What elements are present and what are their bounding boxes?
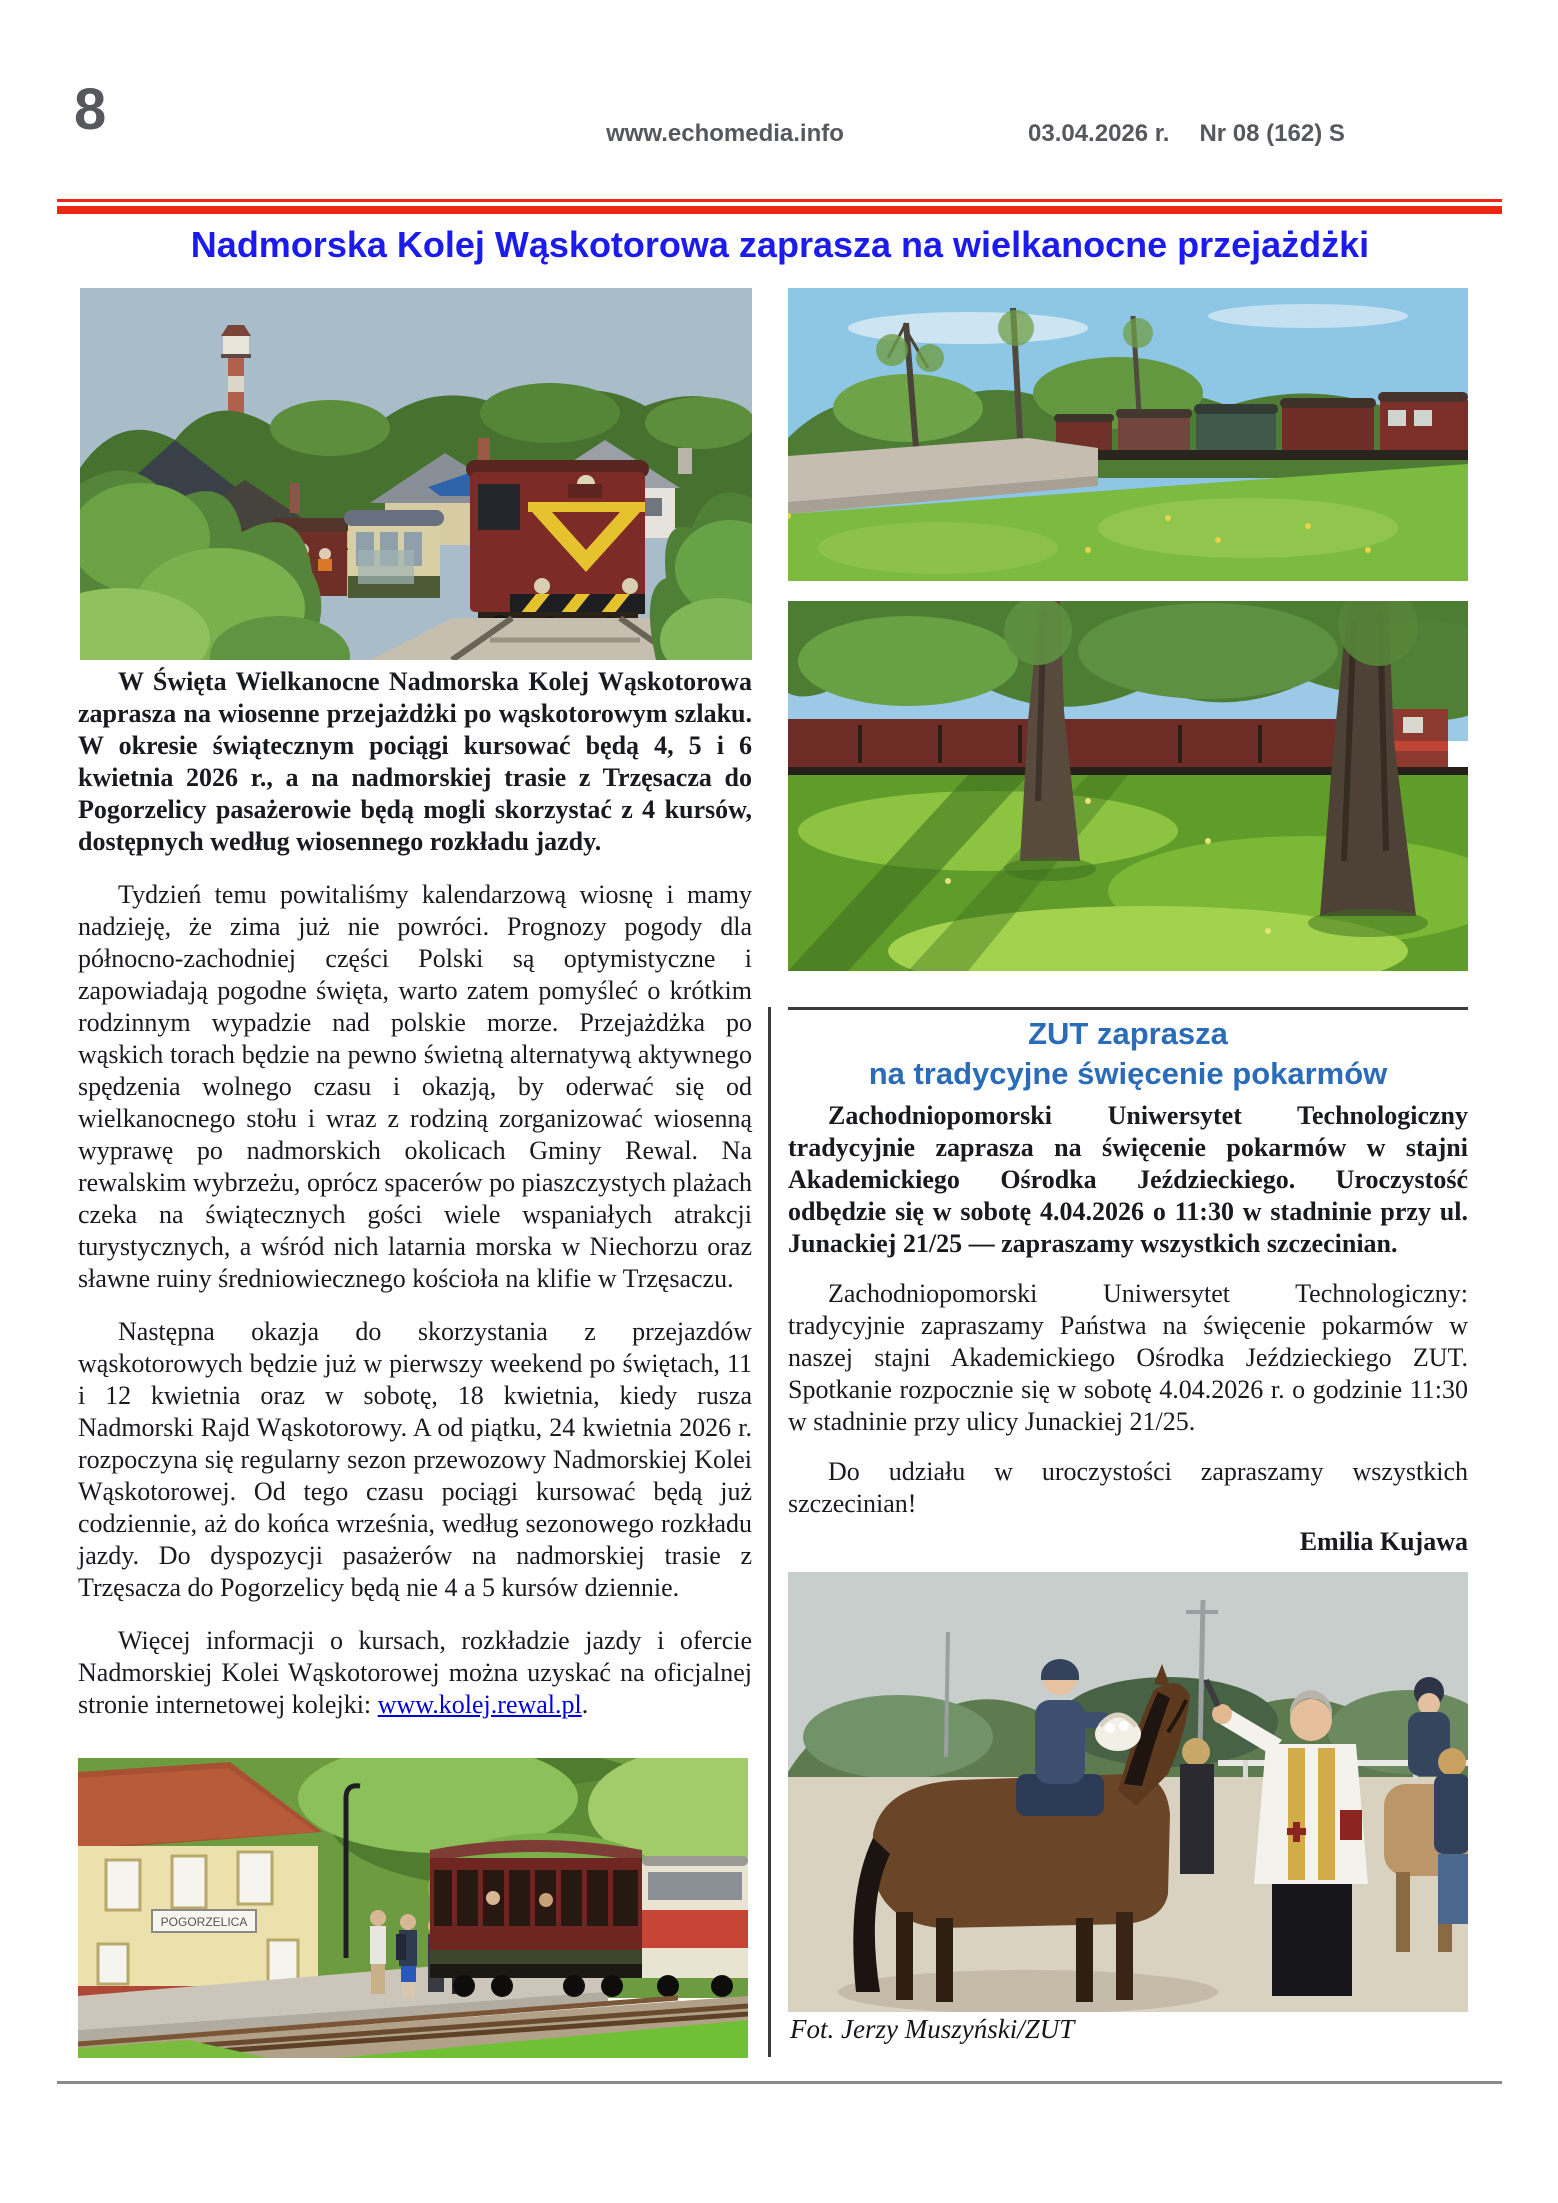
kolej-rewal-link[interactable]: www.kolej.rewal.pl	[377, 1690, 582, 1719]
zut-top-rule	[788, 1007, 1468, 1010]
pogorzelica-station-illustration	[78, 1758, 748, 2058]
red-rule-thick	[57, 206, 1502, 214]
photo-station-spring	[788, 288, 1468, 581]
bottom-rule	[57, 2081, 1502, 2084]
station-sign: POGORZELICA	[160, 1915, 248, 1929]
zut-lead: Zachodniopomorski Uniwersytet Technologiczny tradycyjnie zaprasza na święcenie pokarmów w stajni Akademickiego Ośrodka Jeździeckiego. Uroczystość odbędzie się w sobotę 4.04.2026 o 11:30 w stadninie przy ul. Junackiej 21/25 — zapraszamy wszystkich szczecinian.	[788, 1101, 1468, 1258]
zut-paragraph-1: Zachodniopomorski Uniwersytet Technologiczny: tradycyjnie zapraszamy Państwa na święcenie pokarmów w naszej stajni Akademickiego Ośrodka Jeździeckiego ZUT. Spotkanie rozpocznie się w sobotę 4.04.2026 r. o godzinie 11:30 w stadninie przy ulicy Junackiej 21/25.	[788, 1279, 1468, 1436]
photo-caption: Fot. Jerzy Muszyński/ZUT	[790, 2014, 1075, 2044]
red-rule-thin	[57, 199, 1502, 202]
zut-paragraph-2: Do udziału w uroczystości zapraszamy wszystkich szczecinian!	[788, 1457, 1468, 1518]
site-url: www.echomedia.info	[606, 120, 844, 147]
train-article-paragraph-more-info	[78, 1625, 752, 1721]
train-article-lead: W Święta Wielkanocne Nadmorska Kolej Wąskotorowa zaprasza na wiosenne przejażdżki po wąskotorowym szlaku. W okresie świątecznym pociągi kursować będą 4, 5 i 6 kwietnia 2026 r., a na nadmorskiej trasie z Trzęsacza do Pogorzelicy pasażerowie będą mogli skorzystać z 4 kursów, dostępnych według wiosennego rozkładu jazdy.	[78, 667, 752, 856]
train-article-paragraph-2: Następna okazja do skorzystania z przejazdów wąskotorowych będzie już w pierwszy weekend po świętach, 11 i 12 kwietnia oraz w sobotę, 18 kwietnia, kiedy rusza Nadmorski Rajd Wąskotorowy. A od piątku, 24 kwietnia 2026 r. rozpoczyna się regularny sezon przewozowy Nadmorskiej Kolei Wąskotorowej. Od tego czasu pociągi kursować będą już codziennie, aż do końca września, według sezonowego rozkładu jazdy. Do dyspozycji pasażerów na nadmorskiej trasie z Trzęsacza do Pogorzelicy będą nie 4 a 5 kursów dziennie.	[78, 1317, 752, 1602]
park-train-illustration	[788, 601, 1468, 971]
page-number: 8	[74, 77, 107, 142]
article-headline: Nadmorska Kolej Wąskotorowa zaprasza na wielkanocne przejażdżki	[190, 224, 1370, 265]
column-divider	[768, 1007, 771, 2057]
station-spring-illustration	[788, 288, 1468, 581]
more-info-suffix: .	[581, 1690, 589, 1719]
date-issue	[1028, 120, 1448, 148]
photo-train-through-bushes	[80, 288, 752, 660]
issue-number: Nr 08 (162) S	[1199, 120, 1345, 147]
issue-date: 03.04.2026 r.	[1028, 120, 1170, 147]
zut-headline-line1: ZUT zaprasza	[1028, 1016, 1228, 1051]
more-info-text: Więcej informacji o kursach, rozkładzie jazdy i ofercie Nadmorskiej Kolei Wąskotorowej można uzyskać na oficjalnej stronie internetowej kolejki:	[78, 1626, 752, 1719]
train-article-paragraph-1: Tydzień temu powitaliśmy kalendarzową wiosnę i mamy nadzieję, że zima już nie powróci. Prognozy pogody dla północno-zachodniej części Polski są optymistyczne i zapowiadają pogodne święta, warto zatem pomyśleć o krótkim rodzinnym wypadzie nad polskie morze. Przejażdżka po wąskich torach będzie na pewno świetną alternatywą aktywnego spędzenia wolnego czasu i okazją, by oderwać się od wielkanocnego stołu i wraz z rodziną zorganizować wiosenną wyprawę po nadmorskich okolicach Gminy Rewal. Na rewalskim wybrzeżu, oprócz spacerów po piaszczystych plażach czeka na świątecznych gości wiele wspaniałych atrakcji turystycznych, a wśród nich latarnia morska w Niechorzu oraz sławne ruiny średniowiecznego kościoła na klifie w Trzęsaczu.	[78, 880, 752, 1293]
zut-article-body	[788, 1100, 1468, 1558]
photo-pogorzelica-station	[78, 1758, 748, 2058]
photo-park-trees-train	[788, 601, 1468, 971]
photo-blessing-horses	[788, 1572, 1468, 2012]
train-article-body	[78, 666, 752, 1742]
blessing-horses-illustration	[788, 1572, 1468, 2012]
zut-byline: Emilia Kujawa	[1299, 1527, 1468, 1556]
train-bushes-illustration	[80, 288, 752, 660]
zut-headline	[788, 1014, 1468, 1094]
zut-headline-line2: na tradycyjne święcenie pokarmów	[868, 1056, 1388, 1091]
